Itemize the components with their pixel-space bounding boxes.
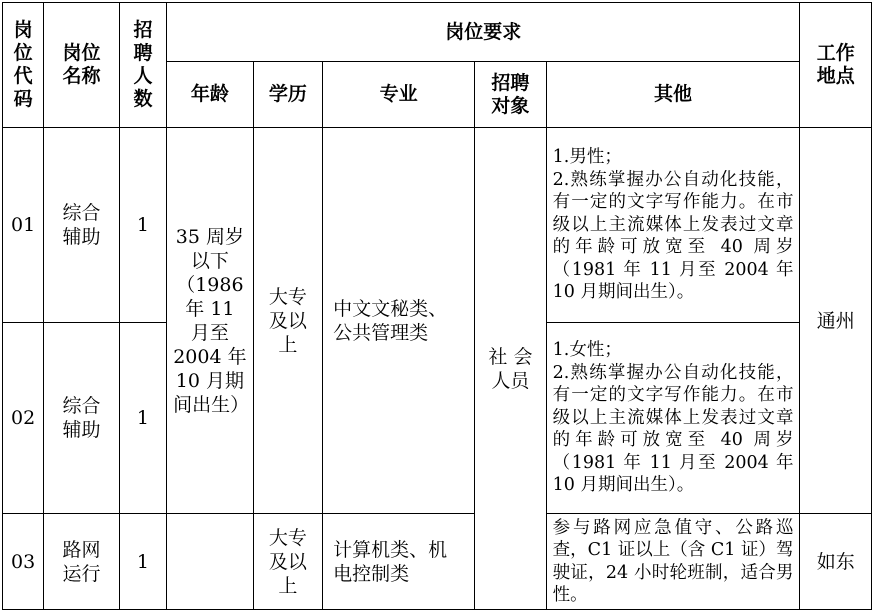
row-name: 综合辅助 bbox=[44, 323, 120, 514]
education-requirement: 大专及以上 bbox=[253, 514, 322, 610]
row-code: 03 bbox=[3, 514, 44, 610]
recruit-target: 社 会人员 bbox=[475, 128, 546, 610]
table-row bbox=[3, 514, 872, 610]
header-name: 岗位名称 bbox=[44, 3, 120, 128]
other-requirements bbox=[546, 128, 800, 323]
header-location: 工作地点 bbox=[800, 3, 872, 128]
major-requirement: 中文文秘类、公共管理类 bbox=[323, 128, 475, 514]
row-count: 1 bbox=[119, 514, 166, 610]
education-requirement: 大专及以上 bbox=[253, 128, 322, 514]
other-line-2: 2.熟练掌握办公自动化技能，有一定的文字写作能力。在市级以上主流媒体上发表过文章的年龄可放宽至 40 周岁（1981 年 11 月至 2004 年 10 月期间出生）。 bbox=[552, 362, 794, 496]
other-requirements: 参与路网应急值守、公路巡查，C1 证以上（含 C1 证）驾驶证，24 小时轮班制，适合男性。 bbox=[546, 514, 800, 610]
row-code: 02 bbox=[3, 323, 44, 514]
other-requirements bbox=[546, 323, 800, 514]
major-requirement: 计算机类、机电控制类 bbox=[323, 514, 475, 610]
row-count: 1 bbox=[119, 323, 166, 514]
header-age: 年龄 bbox=[167, 62, 254, 128]
row-code: 01 bbox=[3, 128, 44, 323]
other-line-1: 1.女性； bbox=[552, 340, 622, 361]
header-code: 岗位代码 bbox=[3, 3, 44, 128]
header-requirements: 岗位要求 bbox=[167, 3, 800, 62]
work-location: 如东 bbox=[800, 514, 872, 610]
job-requirements-table bbox=[2, 2, 872, 610]
table-row bbox=[3, 128, 872, 323]
age-cell-empty bbox=[167, 514, 254, 610]
other-line-2: 2.熟练掌握办公自动化技能，有一定的文字写作能力。在市级以上主流媒体上发表过文章的年龄可放宽至 40 周岁（1981 年 11 月至 2004 年 10 月期间出生）。 bbox=[552, 169, 794, 303]
header-target: 招聘对象 bbox=[475, 62, 546, 128]
header-education: 学历 bbox=[253, 62, 322, 128]
age-requirement: 35 周岁以下（1986 年 11 月至 2004 年 10 月期间出生） bbox=[167, 128, 254, 514]
work-location: 通州 bbox=[800, 128, 872, 514]
header-major: 专业 bbox=[323, 62, 475, 128]
header-count: 招聘人数 bbox=[119, 3, 166, 128]
row-name: 综合辅助 bbox=[44, 128, 120, 323]
header-row-top bbox=[3, 3, 872, 62]
row-name: 路网运行 bbox=[44, 514, 120, 610]
header-other: 其他 bbox=[546, 62, 800, 128]
row-count: 1 bbox=[119, 128, 166, 323]
other-line-1: 1.男性； bbox=[552, 147, 622, 168]
